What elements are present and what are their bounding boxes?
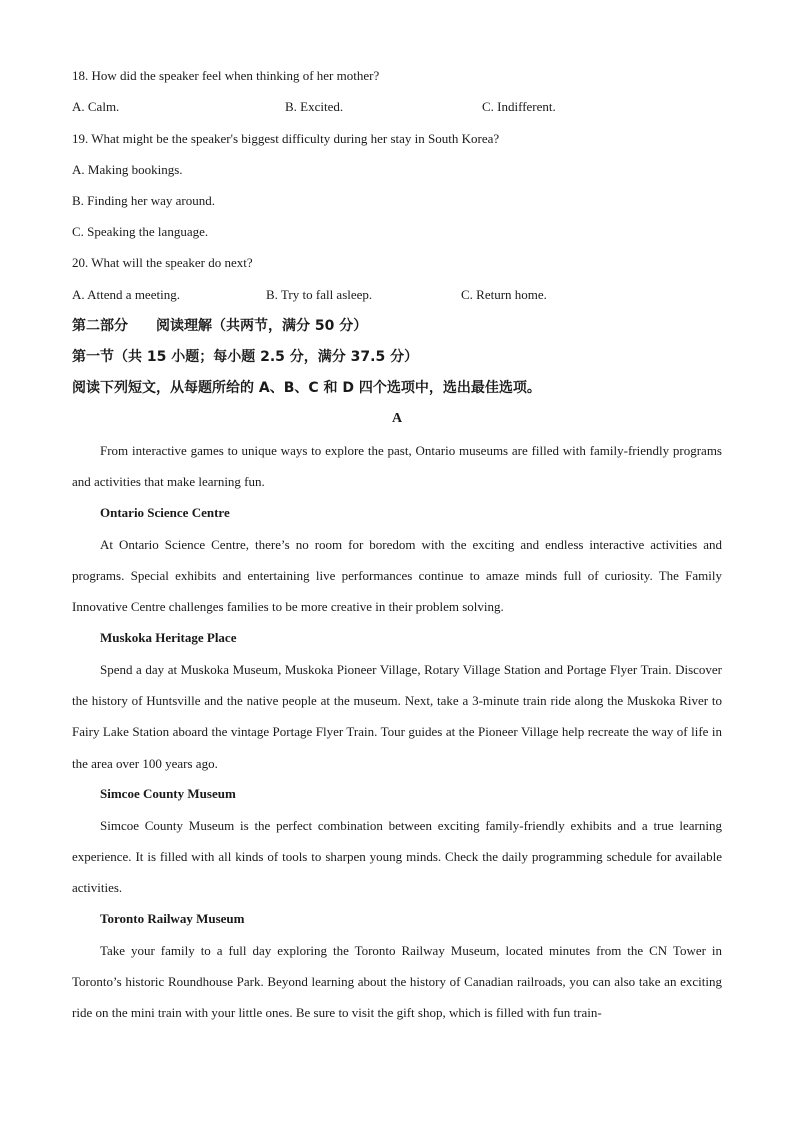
- q19-option-b: B. Finding her way around.: [72, 193, 215, 208]
- q19-option-a: A. Making bookings.: [72, 162, 183, 177]
- q19-option-c: C. Speaking the language.: [72, 224, 209, 239]
- section-text-toronto-railway-museum: Take your family to a full day exploring the Toronto Railway Museum, located minutes from the CN Tower in Toronto’s historic Roundhouse Park. Beyond learning about the history of Canadian railroads, you can also take an exciting ride on the mini train with your little ones. Be sure to visit the gift shop, which is filled with fun train-: [72, 943, 722, 1021]
- section-text-simcoe-county-museum: Simcoe County Museum is the perfect combination between exciting family-friendly exhibits and a true learning experience. It is filled with all kinds of tools to sharpen young minds. Check the daily programming schedule for available activities.: [72, 818, 722, 896]
- section-title: 第一节（共 15 小题；每小题 2.5 分，满分 37.5 分）: [72, 349, 419, 365]
- q20-option-c: C. Return home.: [461, 287, 547, 302]
- section-text-ontario-science-centre: At Ontario Science Centre, there’s no room for boredom with the exciting and endless interactive activities and programs. Special exhibits and entertaining live performances continue to amaze minds full of curiosity. The Family Innovative Centre challenges families to be more creative in their problem solving.: [72, 537, 722, 615]
- section-text-muskoka-heritage-place: Spend a day at Muskoka Museum, Muskoka Pioneer Village, Rotary Village Station and Portage Flyer Train. Discover the history of Huntsville and the native people at the museum. Next, take a 3-minute train ride along the Muskoka River to Fairy Lake Station aboard the vintage Portage Flyer Train. Tour guides at the Pioneer Village help recreate the way of life in the area over 100 years ago.: [72, 662, 722, 771]
- instruction: 阅读下列短文，从每题所给的 A、B、C 和 D 四个选项中，选出最佳选项。: [72, 380, 541, 396]
- question-20: 20. What will the speaker do next?: [72, 255, 253, 270]
- q18-option-b: B. Excited.: [285, 99, 344, 114]
- part-title: 第二部分 阅读理解（共两节，满分 50 分）: [72, 318, 368, 334]
- section-heading-muskoka-heritage-place: Muskoka Heritage Place: [100, 630, 237, 645]
- q18-option-c: C. Indifferent.: [482, 99, 556, 114]
- question-19: 19. What might be the speaker's biggest difficulty during her stay in South Korea?: [72, 131, 500, 146]
- passage-label: A: [391, 411, 403, 426]
- section-heading-toronto-railway-museum: Toronto Railway Museum: [100, 911, 245, 926]
- q20-option-b: B. Try to fall asleep.: [266, 287, 373, 302]
- q20-option-a: A. Attend a meeting.: [72, 287, 180, 302]
- question-18: 18. How did the speaker feel when thinking of her mother?: [72, 68, 380, 83]
- section-heading-simcoe-county-museum: Simcoe County Museum: [100, 786, 236, 801]
- section-heading-ontario-science-centre: Ontario Science Centre: [100, 505, 230, 520]
- passage-intro: From interactive games to unique ways to explore the past, Ontario museums are filled with family-friendly programs and activities that make learning fun.: [72, 443, 722, 490]
- q18-option-a: A. Calm.: [72, 99, 120, 114]
